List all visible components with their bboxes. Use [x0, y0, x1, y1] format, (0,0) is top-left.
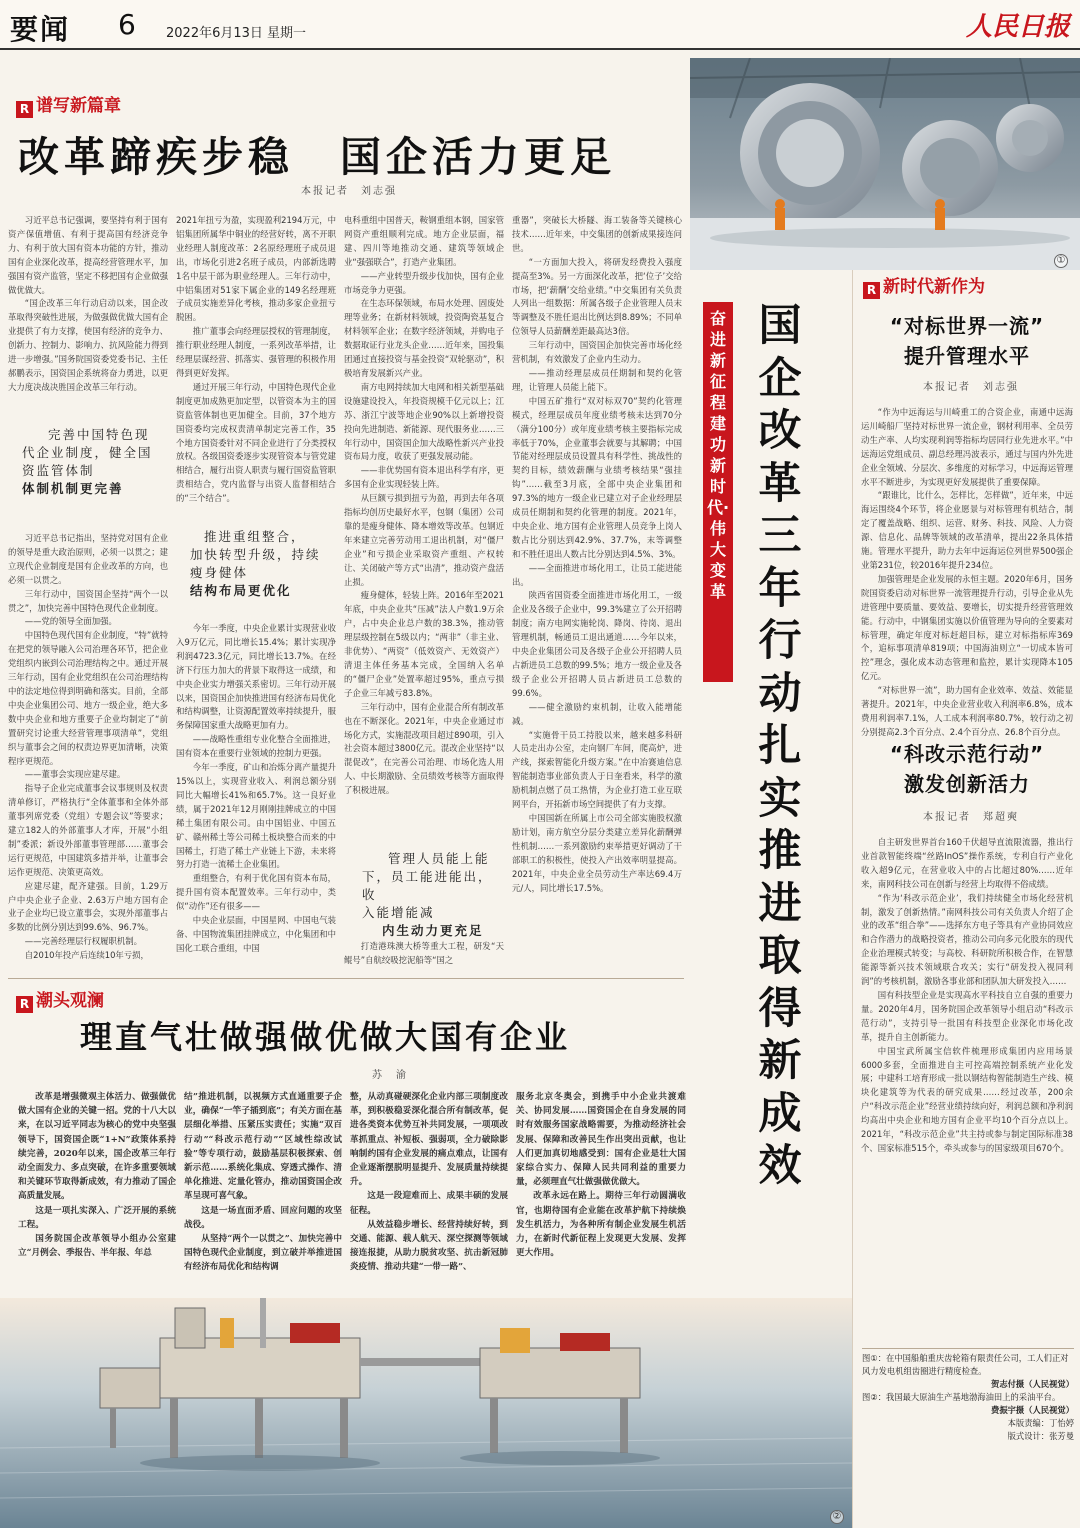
paragraph: 三年行动中，国资国企加快完善市场化经营机制，有效激发了企业内生动力。 [512, 340, 682, 365]
article3-title-line2: 激发创新活力 [904, 772, 1030, 796]
column-tag-label: 潮头观澜 [36, 991, 104, 1011]
paragraph: 在生态环保领域，布局水处理、固废处理等业务；在新材料领域，投资陶瓷基复合材料领军企业；在数字经济领域，并购电子数据取证行业龙头企业……近年来，国投集团通过直接投资与基金投资“双轮驱动”，积极培育发展新兴产业。 [344, 298, 504, 378]
paragraph: 中国宝武所属宝信软件梳理形成集团内应用场景6000多套，全面推进自主可控高端控制系统产业化发展；中建科工培育形成一批以钢结构智能制造生产线、模块化建筑等为代表的研究成果……经过改革，200余户“科改示范企业”经营业绩持续向好，利润总额和净利润均高出中央企业和地方国有企业平均10个百分点以上。2021年，“科改示范企业”共主持或参与制定国际标准38个、国家标准515个，牵头或参与的国家级项目670个。 [861, 1045, 1073, 1153]
paragraph: “实施骨干员工持股以来，越来越多科研人员走出办公室，走向钢厂车间，爬高炉，进产线，探索智能化升级方案。”在中冶赛迪信息智能制造事业部负责人于日奎看来，科学的激励机制点燃了员工热情，为企业打造工业互联网平台，开拓新市场空间提供了有力支撑。 [512, 729, 682, 810]
paragraph: 中央企业层面，中国星网、中国电气装备、中国物流集团挂牌成立，中化集团和中国化工联合重组，中国 [176, 915, 336, 953]
paragraph: 整，从动真碰硬深化企业内部三项制度改革，到积极稳妥深化混合所有制改革，促进各类资本优势互补共同发展，一项项改革抓重点、补短板、强弱项，全力破除影响制约国有企业发展的痛点难点，让国有企业逐渐摆脱明显提升、发展质量持续提升。 [350, 1092, 508, 1188]
paragraph: ——推动经理层成员任期制和契约化管理，让管理人员能上能下。 [512, 367, 682, 392]
article3-body [861, 836, 1073, 1344]
subhead-2 [190, 528, 330, 600]
commentary-col2 [184, 1090, 342, 1290]
paragraph: ——非优势国有资本退出科学有序，更多国有企业实现轻装上阵。 [344, 465, 504, 490]
paragraph: 陕西省国资委全面推进市场化用工，一级企业及各级子企业中，99.3%建立了公开招聘制度；南方电网实施轮岗、降岗、待岗、退出管理机制，畅通员工退出通道……今年以来，中央企业集团公司及各级子企业公开招聘人员占新进员工总数的99.5%；地方一级企业及各级子企业公开招聘人员占新进员工总数的99.6%。 [512, 590, 682, 698]
column-tag-xinshidai [863, 272, 985, 299]
commentary-col1 [18, 1090, 176, 1290]
paragraph: 改革永远在路上。期待三年行动圆满收官，也期待国有企业能在改革护航下持续焕发生机活力，为各种所有制企业发展生机活力，在新时代新征程上发现更大发展、发挥更大作用。 [516, 1191, 686, 1259]
photo-1-number: ① [1054, 254, 1068, 268]
subhead-line: 瘦身健体 [190, 565, 249, 580]
paragraph: 从坚持“两个一以贯之”、加快完善中国特色现代企业制度，到立破并举推进国有经济布局优化和结构调 [184, 1234, 342, 1273]
paragraph: “作为‘科改示范企业’，我们持续健全市场化经营机制，激发了创新热情。”南网科技公司有关负责人介绍了企业的改革“组合拳”——选择东方电子等具有产业协同效应和合作潜力的战略投资者，推动公司向多元化股东的现代企业治理模式转变；与高校、科研院所积极合作，在智慧能源等新兴技术领域联合攻关；实行“研发投入视同利润”的考核机制，激励各事业部和团队加大研发投入…… [861, 892, 1073, 987]
paragraph: ——产业转型升级步伐加快，国有企业市场竞争力更强。 [344, 270, 504, 295]
paragraph: 这是一项扎实深入、广泛开展的系统工程。 [18, 1205, 176, 1230]
paragraph: 南方电网持续加大电网和相关新型基础设施建设投入，年投资规模千亿元以上；江苏、浙江宁波等地企业90%以上新增投资投向先进制造、新能源、现代服务业……三年行动中，国资国企加大战略性新兴产业投资布局力度，收获了更强发展动能。 [344, 381, 504, 462]
article1-col2-top [176, 214, 336, 510]
paragraph: 2021年扭亏为盈，实现盈利2194万元，中铝集团所属华中铜业的经营好转，离不开职业经理人制度改革：2名原经理班子成员退出，市场化引进2名班子成员，内部新选聘1名中层干部为职业经理人。三年行动中，中铝集团对51家下属企业的149名经理班子成员实施差异化考核，推动多家企业扭亏脱困。 [176, 215, 336, 323]
subhead-line: 推进重组整合， [204, 529, 306, 544]
subhead-line: 管理人员能上能 [388, 851, 490, 866]
subhead-strong: 内生动力更充足 [382, 923, 484, 938]
column-r-icon: R [863, 282, 880, 299]
paragraph: ——党的领导全面加强。 [24, 616, 117, 627]
photo-oil-platform-image [0, 1298, 852, 1528]
article2-byline: 本报记者 刘志强 [923, 382, 1019, 393]
caption-2-credit: 费振宇摄（人民视觉） [991, 1405, 1074, 1415]
right-sidebar [852, 270, 1080, 1528]
paragraph: 自主研发世界首台160千伏超导直流限流器，推出行业首款智能终端“丝路InOS”操作系统，专利自行产业化收入超9亿元，在营业收入中的占比超过80%……近年来，南网科技公司在创新与经营上均取得不俗成绩。 [861, 837, 1073, 889]
paragraph: 国有科技型企业是实现高水平科技自立自强的重要力量。2020年4月，国务院国企改革领导小组启动“科改示范行动”，支持引导一批国有科技型企业深化市场化改革，提升自主创新能力。 [861, 989, 1073, 1042]
paragraph: 重器”，突破长大桥隧、海工装备等关键核心技术……近年来，中交集团的创新成果接连问世。 [512, 215, 682, 253]
paragraph: 从巨额亏损到扭亏为盈，再到去年各项指标均创历史最好水平，包钢（集团）公司靠的是瘦身健体、降本增效等改革。包钢近年来建立完善劳动用工退出机制，对“僵尸企业”和亏损企业采取资产重组、产权转让、关闭破产等方式“出清”，推动资产盘活止损。 [344, 493, 504, 587]
subhead-strong: 结构布局更优化 [190, 583, 292, 598]
paragraph: ——战略性重组专业化整合全面推进，国有资本在重要行业领域的控制力更强。 [176, 734, 336, 759]
paragraph: 这是一场直面矛盾、回应问题的攻坚战役。 [184, 1205, 342, 1230]
paragraph: 加强管理是企业发展的永恒主题。2020年6月，国务院国资委启动对标世界一流管理提升行动，引导企业从先进管理中要质量、要效益、要增长，切实提升经营管理效能。行动中，中钢集团实施以价值管理为导向的全要素对标管理，确定年度对标赶超目标，建立对标指标库369个，追标事项清单819项；中国海油则立“一切成本皆可控”理念，强化成本动态管理和监控，累计实现降本105亿元。 [861, 573, 1073, 682]
subhead-line: 入能增能减 [362, 905, 435, 920]
paragraph: 结”推进机制，以视频方式直通重要子企业，确保“一竿子插到底”；有关方面在基层细化举措、压紧压实责任；实施“双百行动”“科改示范行动”“区域性综改试验”等专项行动，鼓励基层积极探索、创新示范……系统化集成、穿透式操作、清单化推进、定量化管办，推动国资国企改革呈现可喜气象。 [184, 1092, 342, 1202]
paragraph: 通过开展三年行动，中国特色现代企业制度更加成熟更加定型，以管资本为主的国资监管体制也更加健全。目前，37个地方国资委均完成权责清单制定完善工作，35个地方国资委针对不同企业进行了分类授权放权。各级国资委逐步实现管资本与管党建相结合，履行出资人职责与履行国资监管职责相结合，党内监督与出资人监督相结合的“三个结合”。 [176, 381, 336, 504]
subhead-line: 加快转型升级，持续 [190, 547, 321, 562]
paragraph: 三年行动中，国资国企坚持“两个一以贯之”，加快完善中国特色现代企业制度。 [8, 588, 168, 613]
paragraph: 指导子企业完成董事会议事规则及权责清单修订，严格执行“全体董事和全体外部董事列席党委（党组）专题会议”等要求；建立182人的外部董事人才库，开展“小组制”委派；新设外部董事管理部……董事会运行更规范，中国建筑多措并举，让董事会运作更规范、决策更高效。 [8, 783, 168, 877]
column-tag-label: 新时代新作为 [883, 277, 985, 297]
photo-factory-gears [690, 58, 1080, 270]
section-name: 要闻 [10, 13, 71, 46]
column-tag-puxie [16, 91, 121, 118]
paragraph: 从效益稳步增长、经营持续好转，到交通、能源、载人航天、深空探测等领域接连报捷，从助力脱贫攻坚、抗击新冠肺炎疫情、推动共建“一带一路”、 [350, 1219, 508, 1273]
article-byline: 本报记者 刘志强 [301, 186, 397, 197]
paragraph: 改革是增强微观主体活力、做强做优做大国有企业的关键一招。党的十八大以来，在以习近平同志为核心的党中央坚强领导下，国资国企既“1+N”政策体系持续完善，2020年以来，国企改革三年行动全面发力、多点突破，在许多重要领域和关键环节取得新成效，有力推动了国企高质量发展。 [18, 1092, 176, 1202]
paragraph: 服务北京冬奥会，到携手中小企业共渡难关、协同发展……国资国企在自身发展的同时有效服务国家战略需要，为推动经济社会发展、保障和改善民生作出突出贡献，也让人们更加真切地感受到：国有企业是壮大国家综合实力、保障人民共同利益的重要力量，必须理直气壮做强做优做大。 [516, 1092, 686, 1188]
photo-captions [862, 1352, 1074, 1443]
column-tag-label: 谱写新篇章 [36, 96, 121, 116]
paragraph: “国企改革三年行动启动以来，国企改革取得突破性进展，为做强做优做大国有企业提供了有力支撑，使国有经济的竞争力、创新力、控制力、影响力、抗风险能力得到进一步增强。”国务院国资委党委书记、主任郝鹏表示，国资国企系统将奋力勇进，以更大力度决战决胜国企改革三年行动。 [8, 298, 168, 392]
paragraph: 应建尽建，配齐建强。目前，1.29万户中央企业子企业、2.63万户地方国有企业子企业均已设立董事会，实现外部董事占多数的比例分别达到99.6%、96.7%。 [8, 880, 168, 933]
paragraph: “作为中远海运与川崎重工的合资企业，南通中远海运川崎船厂坚持对标世界一流企业，钢材利用率、全员劳动生产率、人均实现利润等指标均居同行业先进水平。”中远海运党组成员、副总经理冯波表示，通过与国内外先进企业全领域、分层次、多维度的对标学习，中远海运管理水平不断进步，为实现更好发展提供了重要保障。 [861, 407, 1073, 487]
article2-title-line2: 提升管理水平 [904, 344, 1030, 368]
subhead-line: 完善中国特色现 [48, 427, 150, 442]
editor-credit: 本版责编：丁怡婷 [1007, 1418, 1074, 1428]
paragraph: ——董事会实现应建尽建。 [24, 769, 126, 780]
article1-col3 [344, 214, 504, 840]
article1-col3-bottom [344, 940, 504, 970]
paragraph: ——健全激励约束机制，让收入能增能减。 [512, 701, 682, 726]
paragraph: 打造港珠澳大桥等重大工程，研发“天鲲号”自航绞吸挖泥船等“国之 [344, 941, 504, 965]
commentary-col4 [516, 1090, 686, 1290]
article2-title-line1: “对标世界一流” [889, 314, 1045, 338]
commentary-title: 理直气壮做强做优做大国有企业 [80, 1018, 571, 1056]
article-title: 改革蹄疾步稳 国企活力更足 [18, 133, 616, 181]
paragraph: 中国国新在所属上市公司全部实施股权激励计划，南方航空分层分类建立差异化薪酬弹性机制……一系列激励约束举措更好调动了干部职工的积极性，使投入产出效率明显提高。2021年，中央企业全员劳动生产率达69.4万元/人，同比增长17.5%。 [512, 812, 682, 893]
article1-col1-top [8, 214, 168, 409]
subhead-line: 资监管体制 [22, 463, 95, 478]
article1-col2-bottom [176, 622, 336, 968]
vertical-banner: 奋进新征程 建功新时代·伟大变革 [703, 302, 733, 682]
commentary-author: 苏 渝 [372, 1070, 408, 1081]
paragraph: 自2010年投产后连续10年亏损， [24, 950, 149, 961]
subhead-3 [362, 850, 502, 940]
photo-factory-gears-image [690, 58, 1080, 270]
article1-col4 [512, 214, 682, 970]
paragraph: “跟谁比，比什么，怎样比，怎样做”，近年来，中远海运围绕4个环节，将企业愿景与对标管理有机结合，制定了覆盖战略、组织、运营、财务、科技、风险、人力资源、信息化、品牌等领域的改革清单，提出22条具体措施。管理水平提升，助力去年中远海运位列世界500强企业第231位，较2016年提升234位。 [861, 490, 1073, 570]
paragraph: 三年行动中，国有企业混合所有制改革也在不断深化。2021年，中央企业通过市场化方式，实施混改项目超过890项，引入社会资本超过3800亿元。混改企业坚持“以混促改”，在完善公司治理、市场化选人用人、中长期激励、全员绩效考核等方面取得了积极进展。 [344, 701, 504, 796]
paragraph: 今年一季度，中央企业累计实现营业收入9万亿元，同比增长15.4%；累计实现净利润4723.3亿元，同比增长13.7%。在经济下行压力加大的背景下取得这一成绩，和中央企业实力增强关系密切。三年行动开展以来，国资国企加快推进国有经济布局优化和结构调整，让资源配置效率持续提升，服务保障国家重大战略更加有力。 [176, 623, 336, 731]
issue-date: 2022年6月13日 星期一 [166, 26, 307, 41]
paragraph: 中国特色现代国有企业制度，“特”就特在把党的领导融入公司治理各环节，把企业党组织内嵌到公司治理结构之中。通过开展三年行动，国有企业党组织在公司治理结构中的法定地位得到明确和落实。目前，全部中央企业集团公司、地方一级企业，绝大多数中央企业和地方重要子企业均制定了“前置研究讨论重大经营管理事项清单”，党组织与董事会之间的权责边界更加清晰，决策程序更规范。 [8, 630, 168, 766]
paragraph: 瘦身健体，轻装上阵。2016年至2021年底，中央企业共“压减”法人户数1.9万余户，占中央企业总户数的38.3%，推动管理层级控制在5级以内；“两非”（非主业、非优势）、“两资”（低效资产、无效资产）清退主体任务基本完成，全国纳入名单的“僵尸企业”处置率超过95%，重点亏损子企业三年减亏83.8%。 [344, 590, 504, 698]
column-r-icon: R [16, 101, 33, 118]
paragraph: 重组整合，有利于优化国有资本布局，提升国有资本配置效率。三年行动中，类似“动作”还有很多—— [176, 873, 336, 912]
paragraph: 这是一段迎难而上、成果丰硕的发展征程。 [350, 1191, 508, 1216]
caption-2: 图②：我国最大原油生产基地渤海油田上的采油平台。 [862, 1392, 1061, 1402]
paragraph: ——完善经理层行权履职机制。 [24, 936, 143, 947]
page-number: 6 [118, 8, 136, 41]
caption-divider [862, 1348, 1074, 1349]
article1-col1-bottom [8, 532, 168, 968]
paragraph: 今年一季度，矿山和冶炼分离产量提升15%以上，实现营业收入、利润总额分别同比大幅增长41%和65.7%。这一良好业绩，属于2021年12月刚刚挂牌成立的中国稀土集团有限公司。由中国铝业、中国五矿、赣州稀土等公司稀土板块整合而来的中国稀土，打造了稀土产业链上下游，未来将努力打造一流稀土企业集团。 [176, 762, 336, 870]
subhead-line: 代企业制度，健全国 [22, 445, 153, 460]
designer-credit: 版式设计：张芳曼 [1007, 1431, 1074, 1441]
subhead-1 [22, 426, 162, 498]
commentary-col3 [350, 1090, 508, 1290]
subhead-strong: 体制机制更完善 [22, 481, 124, 496]
section-divider [8, 978, 684, 979]
article3-title-line1: “科改示范行动” [889, 742, 1045, 766]
paragraph: ——全面推进市场化用工，让员工能进能出。 [512, 562, 682, 587]
paragraph: “对标世界一流”，助力国有企业效率、效益、效能显著提升。2021年，中央企业营业收入利润率6.8%，成本费用利润率7.1%，人工成本利润率80.7%，较行动之初分别提高2.3个百分点、2.4个百分点、26.8个百分点。 [861, 685, 1073, 737]
paragraph: 推广董事会向经理层授权的管理制度，推行职业经理人制度，一系列改革举措，让经理层谋经营、抓落实、强管理的积极作用得到更好发挥。 [176, 326, 336, 378]
paragraph: 电科重组中国普天，鞍钢重组本钢，国家管网资产重组顺利完成。地方企业层面，福建、四川等地推动交通、建筑等领域企业“强强联合”，打造产业集团。 [344, 215, 504, 267]
paragraph: “一方面加大投入，将研发经费投入强度提高至3%。另一方面深化改革，把‘位子’交给市场，把‘薪酬’交给业绩。”中交集团有关负责人列出一组数据：所属各级子企业管理人员末等调整及不胜任退出比例达到8.89%；不同单位领导人员薪酬差距最高达3倍。 [512, 256, 682, 337]
paragraph: 习近平总书记强调，要坚持有利于国有资产保值增值、有利于提高国有经济竞争力、有利于放大国有资本功能的方针，推动国有企业深化改革，提高经营管理水平，加强国有资产监管，坚定不移把国有企业做强做优做大。 [8, 215, 168, 295]
paragraph: 国务院国企改革领导小组办公室建立“月例会、季报告、半年报、年总 [18, 1234, 176, 1259]
feature-vertical-title: 国企改革三年行动扎实推进取得新成效 [758, 301, 802, 1191]
caption-1-credit: 贺志付摄（人民视觉） [991, 1379, 1074, 1389]
newspaper-logo: 人民日报 [965, 12, 1070, 42]
paragraph: 习近平总书记指出，坚持党对国有企业的领导是重大政治原则，必须一以贯之；建立现代企业制度是国有企业改革的方向，也必须一以贯之。 [8, 533, 168, 585]
caption-1: 图①：在中国船舶重庆齿轮箱有限责任公司，工人们正对风力发电机组齿圈进行精度检查。 [862, 1353, 1069, 1376]
subhead-line: 下，员工能进能出，收 [362, 869, 493, 902]
photo-2-number: ② [830, 1510, 844, 1524]
article3-byline: 本报记者 郑超奭 [923, 812, 1019, 823]
column-r-icon: R [16, 996, 33, 1013]
column-tag-chaotou [16, 986, 104, 1013]
page-header [0, 0, 1080, 50]
paragraph: 中国五矿推行“双对标双70”契约化管理模式，经理层成员年度业绩考核未达到70分（满分100分）或年度业绩考核主要指标完成率低于70%，企业董事会就要与其解聘；中国节能对经理层成员设置具有科学性、挑战性的契约目标，绩效薪酬与业绩考核结果“强挂钩”……截至3月底，全部中央企业集团和97.3%的地方一级企业已建立对子企业经理层成员任期制和契约化管理的制度。2021年，中央企业、地方国有企业管理人员竞争上岗人数占比分别达到42.9%、37.7%，末等调整和不胜任退出人数占比分别达到4.5%、3%。 [512, 395, 682, 559]
photo-oil-platform [0, 1298, 852, 1528]
